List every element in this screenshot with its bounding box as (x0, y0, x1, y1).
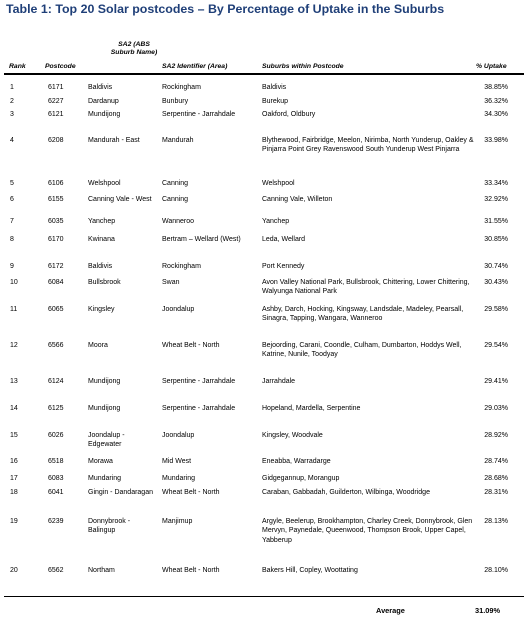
cell-sa2-name: Donnybrook - Balingup (88, 518, 131, 535)
header-postcode: Postcode (45, 63, 76, 70)
cell-sa2-identifier: Rockingham (162, 263, 201, 270)
cell-sa2-name: Canning Vale - West (88, 196, 152, 203)
cell-uptake: 30.43% (484, 279, 508, 286)
cell-suburbs: Kingsley, Woodvale (262, 432, 323, 439)
cell-sa2-name: Gingin - Dandaragan (88, 489, 153, 496)
cell-sa2-identifier: Manjimup (162, 518, 193, 525)
cell-suburbs: Baldivis (262, 84, 287, 91)
cell-sa2-identifier: Canning (162, 180, 189, 187)
cell-suburbs: Welshpool (262, 180, 295, 187)
cell-suburbs: Argyle, Beelerup, Brookhampton, Charley Creek, Donnybrook, Glen Mervyn, Paynedale, Queenwood, Thompson Brook, Upper Capel, Yabberup (262, 518, 473, 544)
header-sa2-name: SA2 (ABS Suburb Name) (110, 41, 158, 56)
cell-uptake: 28.10% (484, 567, 508, 574)
cell-rank: 18 (10, 489, 18, 496)
cell-sa2-name: Kwinana (88, 236, 115, 243)
cell-sa2-name: Kingsley (88, 306, 115, 313)
cell-uptake: 28.68% (484, 475, 508, 482)
cell-uptake: 34.30% (484, 111, 508, 118)
cell-sa2-identifier: Mid West (162, 458, 192, 465)
cell-suburbs: Gidgegannup, Morangup (262, 475, 340, 482)
cell-rank: 15 (10, 432, 18, 439)
cell-sa2-name: Bullsbrook (88, 279, 121, 286)
cell-uptake: 38.85% (484, 84, 508, 91)
cell-sa2-identifier: Swan (162, 279, 180, 286)
cell-sa2-identifier: Serpentine - Jarrahdale (162, 378, 236, 385)
cell-rank: 2 (10, 98, 14, 105)
cell-suburbs: Yanchep (262, 218, 290, 225)
cell-rank: 19 (10, 518, 18, 525)
cell-rank: 3 (10, 111, 14, 118)
header-uptake: % Uptake (476, 63, 507, 70)
cell-sa2-name: Welshpool (88, 180, 121, 187)
cell-rank: 14 (10, 405, 18, 412)
cell-sa2-name: Joondalup - Edgewater (88, 432, 125, 449)
cell-sa2-identifier: Wheat Belt - North (162, 489, 220, 496)
cell-postcode: 6125 (48, 405, 64, 412)
header-rank: Rank (9, 63, 26, 70)
cell-rank: 5 (10, 180, 14, 187)
cell-sa2-identifier: Bunbury (162, 98, 189, 105)
cell-suburbs: Eneabba, Warradarge (262, 458, 331, 465)
cell-uptake: 29.54% (484, 342, 508, 349)
cell-suburbs: Ashby, Darch, Hocking, Kingsway, Landsdale, Madeley, Pearsall, Sinagra, Tapping, Wangara, Wanneroo (262, 306, 464, 323)
cell-rank: 4 (10, 137, 14, 144)
cell-sa2-identifier: Serpentine - Jarrahdale (162, 405, 236, 412)
cell-sa2-identifier: Wheat Belt - North (162, 342, 220, 349)
cell-sa2-name: Mandurah - East (88, 137, 140, 144)
average-label: Average (376, 606, 405, 615)
cell-sa2-identifier: Joondalup (162, 306, 195, 313)
cell-postcode: 6227 (48, 98, 64, 105)
cell-postcode: 6170 (48, 236, 64, 243)
cell-uptake: 31.55% (484, 218, 508, 225)
cell-rank: 11 (10, 306, 18, 313)
cell-sa2-name: Mundijong (88, 378, 121, 385)
cell-sa2-identifier: Wanneroo (162, 218, 195, 225)
cell-uptake: 30.74% (484, 263, 508, 270)
cell-postcode: 6155 (48, 196, 64, 203)
cell-uptake: 28.92% (484, 432, 508, 439)
cell-suburbs: Blythewood, Fairbridge, Meelon, Nirimba, North Yunderup, Oakley & Pinjarra Point Grey Ravenswood South Yunderup West Pinjarra (262, 137, 474, 154)
header-suburbs: Suburbs within Postcode (262, 63, 344, 70)
cell-postcode: 6084 (48, 279, 64, 286)
cell-uptake: 29.41% (484, 378, 508, 385)
cell-rank: 6 (10, 196, 14, 203)
cell-sa2-identifier: Rockingham (162, 84, 201, 91)
cell-suburbs: Bejoording, Carani, Coondle, Culham, Dumbarton, Hoddys Well, Katrine, Nunile, Toodyay (262, 342, 462, 359)
cell-sa2-identifier: Serpentine - Jarrahdale (162, 111, 236, 118)
cell-postcode: 6124 (48, 378, 64, 385)
cell-suburbs: Avon Valley National Park, Bullsbrook, Chittering, Lower Chittering, Walyunga National Park (262, 279, 470, 296)
cell-postcode: 6026 (48, 432, 64, 439)
cell-postcode: 6171 (48, 84, 64, 91)
cell-sa2-name: Moora (88, 342, 108, 349)
cell-sa2-name: Dardanup (88, 98, 119, 105)
cell-uptake: 30.85% (484, 236, 508, 243)
cell-suburbs: Hopeland, Mardella, Serpentine (262, 405, 361, 412)
cell-sa2-name: Mundijong (88, 405, 121, 412)
cell-rank: 12 (10, 342, 18, 349)
cell-sa2-identifier: Wheat Belt - North (162, 567, 220, 574)
cell-suburbs: Canning Vale, Willeton (262, 196, 333, 203)
cell-postcode: 6065 (48, 306, 64, 313)
cell-suburbs: Burekup (262, 98, 289, 105)
cell-postcode: 6566 (48, 342, 64, 349)
cell-uptake: 29.03% (484, 405, 508, 412)
cell-suburbs: Oakford, Oldbury (262, 111, 316, 118)
cell-postcode: 6121 (48, 111, 64, 118)
cell-sa2-identifier: Canning (162, 196, 189, 203)
cell-rank: 9 (10, 263, 14, 270)
cell-sa2-name: Baldivis (88, 84, 113, 91)
header-sa2-identifier: SA2 Identifier (Area) (162, 63, 228, 70)
table-title: Table 1: Top 20 Solar postcodes – By Percentage of Uptake in the Suburbs (6, 2, 445, 16)
average-value: 31.09% (475, 606, 501, 615)
cell-postcode: 6518 (48, 458, 64, 465)
cell-rank: 16 (10, 458, 18, 465)
cell-uptake: 28.74% (484, 458, 508, 465)
cell-suburbs: Jarrahdale (262, 378, 296, 385)
footer-divider (4, 596, 524, 597)
cell-sa2-name: Baldivis (88, 263, 113, 270)
cell-suburbs: Port Kennedy (262, 263, 305, 270)
cell-uptake: 32.92% (484, 196, 508, 203)
cell-suburbs: Leda, Wellard (262, 236, 306, 243)
cell-rank: 20 (10, 567, 18, 574)
cell-rank: 17 (10, 475, 18, 482)
cell-sa2-name: Yanchep (88, 218, 116, 225)
cell-sa2-identifier: Bertram – Wellard (West) (162, 236, 241, 243)
cell-uptake: 33.98% (484, 137, 508, 144)
cell-sa2-identifier: Mundaring (162, 475, 196, 482)
cell-uptake: 36.32% (484, 98, 508, 105)
cell-postcode: 6106 (48, 180, 64, 187)
cell-sa2-name: Mundijong (88, 111, 121, 118)
cell-postcode: 6208 (48, 137, 64, 144)
cell-rank: 13 (10, 378, 18, 385)
cell-rank: 1 (10, 84, 14, 91)
cell-postcode: 6035 (48, 218, 64, 225)
cell-suburbs: Bakers Hill, Copley, Woottating (262, 567, 358, 574)
cell-sa2-name: Northam (88, 567, 115, 574)
cell-sa2-identifier: Mandurah (162, 137, 194, 144)
cell-uptake: 28.13% (484, 518, 508, 525)
cell-uptake: 29.58% (484, 306, 508, 313)
cell-postcode: 6172 (48, 263, 64, 270)
cell-rank: 7 (10, 218, 14, 225)
cell-postcode: 6239 (48, 518, 64, 525)
cell-sa2-name: Morawa (88, 458, 113, 465)
cell-rank: 10 (10, 279, 18, 286)
cell-uptake: 33.34% (484, 180, 508, 187)
cell-uptake: 28.31% (484, 489, 508, 496)
cell-sa2-identifier: Joondalup (162, 432, 195, 439)
cell-postcode: 6041 (48, 489, 64, 496)
cell-rank: 8 (10, 236, 14, 243)
cell-sa2-name: Mundaring (88, 475, 122, 482)
cell-postcode: 6562 (48, 567, 64, 574)
cell-suburbs: Caraban, Gabbadah, Guilderton, Wilbinga, Woodridge (262, 489, 430, 496)
cell-postcode: 6083 (48, 475, 64, 482)
